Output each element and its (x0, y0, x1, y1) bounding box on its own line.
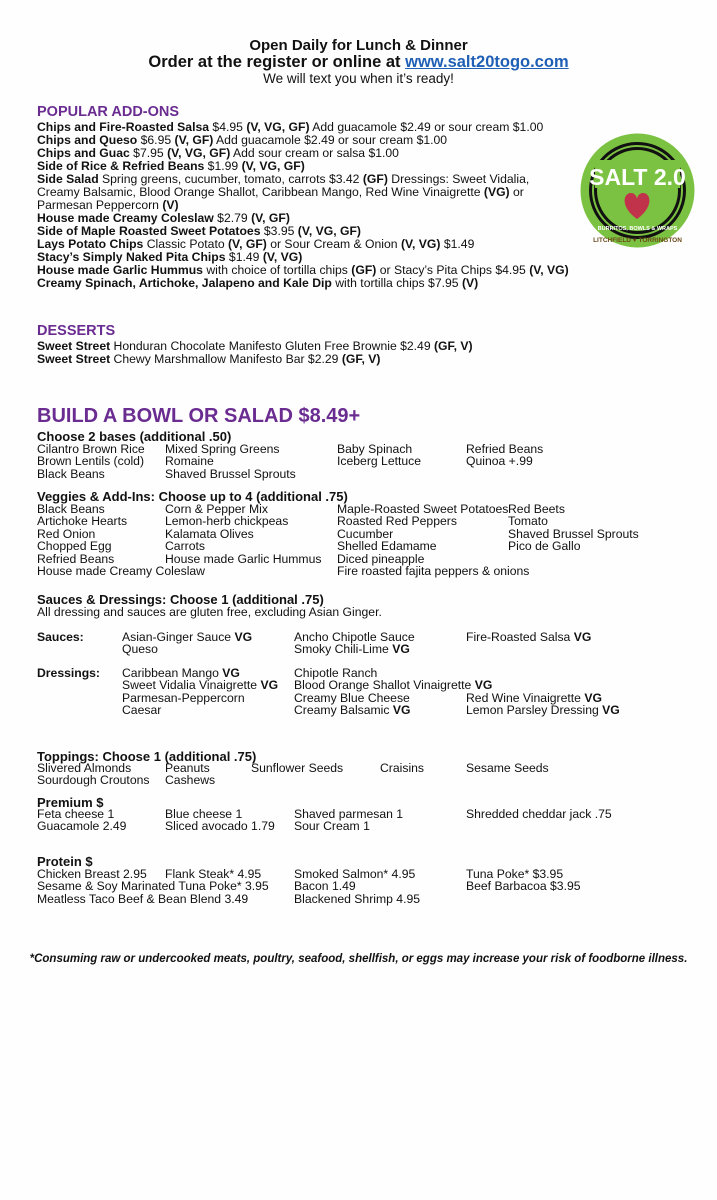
sauce-column (466, 631, 591, 643)
logo-locations: LITCHFIELD ♥ TORRINGTON (593, 237, 682, 244)
item-name: Side of Rice & Refried Beans (37, 159, 205, 173)
diet-tags: (V, VG) (400, 237, 441, 251)
base-column (37, 443, 145, 480)
item-detail: Add sour cream or salsa $1.00 (230, 146, 399, 160)
topping-option: Sourdough Croutons (37, 773, 150, 788)
dessert-item (37, 353, 473, 366)
dressing-option (466, 667, 620, 679)
veggie-column (337, 503, 529, 577)
item-detail: $1.49 (225, 250, 263, 264)
protein-option: Bacon 1.49 (294, 879, 356, 894)
protein-column (294, 868, 420, 905)
item-detail: with tortilla chips $7.95 (331, 276, 462, 290)
dressing-name: Creamy Balsamic (294, 703, 393, 718)
item-detail: $7.95 (129, 146, 168, 160)
dressing-name: Caesar (122, 703, 162, 718)
dressing-name: Lemon Parsley Dressing (466, 703, 603, 718)
base-option: Cilantro Brown Rice (37, 442, 145, 456)
item-name: Side Salad (37, 172, 99, 186)
vegan-tag: VG (392, 703, 411, 718)
vegan-tag: VG (573, 630, 592, 644)
item-detail: Honduran Chocolate Manifesto Gluten Free Brownie $2.49 (110, 339, 434, 353)
base-option: Refried Beans (466, 442, 544, 456)
protein-option: Blackened Shrimp 4.95 (294, 891, 421, 906)
build-title: BUILD A BOWL OR SALAD $8.49+ (37, 405, 361, 427)
protein-option: Beef Barbacoa $3.95 (466, 879, 581, 894)
sauces-label: Sauces: (37, 630, 84, 644)
logo-tagline: BURRITOS, BOWLS & WRAPS (597, 226, 678, 232)
sauce-name: Smoky Chili-Lime (294, 642, 393, 657)
vegan-tag: VG (222, 666, 240, 680)
protein-option: Chicken Breast 2.95 (37, 867, 147, 881)
vegan-tag: VG (392, 642, 410, 657)
veggie-option: Maple-Roasted Sweet Potatoes (337, 502, 509, 516)
protein-heading: Protein $ (37, 854, 93, 869)
item-detail: $6.95 (137, 133, 175, 147)
diet-tags: (V, VG, GF) (246, 120, 310, 134)
dressings-label: Dressings: (37, 666, 100, 680)
base-option: Quinoa +.99 (466, 454, 533, 469)
dressing-column (122, 667, 278, 717)
protein-option: Meatless Taco Beef & Bean Blend 3.49 (37, 891, 249, 906)
base-column (337, 443, 421, 468)
item-name: Sweet Street (37, 352, 111, 366)
addon-item (37, 173, 567, 212)
logo-title: SALT 2.0 (589, 164, 686, 190)
topping-column (251, 762, 343, 774)
protein-option: Sesame & Soy Marinated Tuna Poke* 3.95 (37, 879, 269, 894)
premium-option: Sour Cream 1 (294, 819, 370, 834)
topping-option: Sesame Seeds (466, 761, 549, 775)
veggie-option: Shelled Edamame (337, 539, 437, 554)
item-name: House made Creamy Coleslaw (37, 211, 214, 225)
diet-tags: (V, GF) (174, 133, 214, 147)
premium-option: Guacamole 2.49 (37, 819, 127, 834)
veggie-column (508, 503, 639, 553)
item-name: Chips and Fire-Roasted Salsa (37, 120, 210, 134)
topping-column (466, 762, 549, 774)
desserts-title: DESSERTS (37, 323, 116, 339)
veggie-option: Fire roasted fajita peppers & onions (337, 564, 530, 579)
sauces-note: All dressing and sauces are gluten free, excluding Asian Ginger. (37, 605, 382, 619)
sauce-option (294, 643, 415, 655)
item-detail: Add guacamole $2.49 or sour cream $1.00 (213, 133, 448, 147)
diet-tags: (VG) (483, 185, 510, 199)
vegan-tag: VG (602, 703, 620, 718)
veggie-column (165, 503, 321, 565)
dressing-name: Blood Orange Shallot Vinaigrette (294, 678, 475, 693)
item-name: Lays Potato Chips (37, 237, 144, 251)
item-detail: Dressings: Sweet Vidalia, Creamy Balsamic, Blood Orange Shallot, Caribbean Mango, Red Wine Vinaigrette (37, 172, 530, 199)
veggie-option: Red Onion (37, 526, 96, 541)
veggie-option: Carrots (165, 539, 205, 554)
topping-option: Sunflower Seeds (251, 761, 344, 775)
premium-column (165, 808, 275, 833)
veggie-option: Corn & Pepper Mix (165, 502, 268, 516)
base-column (165, 443, 296, 480)
website-link[interactable]: www.salt20togo.com (405, 53, 569, 71)
dressing-name: Parmesan-Peppercorn (122, 690, 245, 705)
base-option: Baby Spinach (337, 442, 413, 456)
veggie-option: Tomato (508, 514, 548, 529)
desserts-list (37, 340, 473, 366)
item-detail: or Parmesan Peppercorn (37, 185, 524, 212)
base-option: Mixed Spring Greens (165, 442, 280, 456)
protein-column (466, 868, 581, 893)
veggie-option: Pico de Gallo (508, 539, 581, 554)
addons-title: POPULAR ADD-ONS (37, 104, 180, 120)
diet-tags: (V, GF) (251, 211, 290, 225)
sauce-name: Asian-Ginger Sauce (122, 630, 235, 644)
topping-option: Peanuts (165, 761, 210, 775)
item-detail: $4.95 (209, 120, 247, 134)
premium-option: Sliced avocado 1.79 (165, 819, 275, 834)
base-option: Brown Lentils (cold) (37, 454, 145, 469)
diet-tags: (V, VG, GF) (167, 146, 231, 160)
item-detail: $1.99 (204, 159, 242, 173)
veggie-option: Chopped Egg (37, 539, 112, 554)
vegan-tag: VG (260, 678, 279, 693)
veggie-option: Cucumber (337, 526, 394, 541)
premium-option: Shredded cheddar jack .75 (466, 807, 612, 821)
item-detail: with choice of tortilla chips (202, 263, 352, 277)
premium-heading: Premium $ (37, 795, 104, 810)
diet-tags: (GF, V) (341, 352, 381, 366)
order-line-text: Order at the register or online at (148, 53, 406, 71)
item-detail: Spring greens, cucumber, tomato, carrots $3.42 (98, 172, 363, 186)
veggie-option: Shaved Brussel Sprouts (508, 526, 639, 541)
topping-column (37, 762, 149, 787)
item-name: Chips and Guac (37, 146, 130, 160)
diet-tags: (GF, V) (434, 339, 473, 353)
item-name: House made Garlic Hummus (37, 263, 203, 277)
item-name: Creamy Spinach, Artichoke, Jalapeno and Kale Dip (37, 276, 332, 290)
vegan-tag: VG (234, 630, 253, 644)
base-column (466, 443, 543, 468)
item-name: Side of Maple Roasted Sweet Potatoes (37, 224, 261, 238)
toppings-heading: Toppings: Choose 1 (additional .75) (37, 749, 257, 764)
item-detail: Classic Potato (143, 237, 228, 251)
diet-tags: (V, GF) (228, 237, 267, 251)
dressing-column (466, 667, 620, 717)
diet-tags: (V, VG, GF) (241, 159, 305, 173)
sauce-name: Fire-Roasted Salsa (466, 630, 574, 644)
diet-tags: (V, VG) (262, 250, 303, 264)
sauce-option (466, 631, 591, 643)
topping-option: Cashews (165, 773, 216, 788)
veggie-option: House made Creamy Coleslaw (37, 564, 205, 579)
veggie-option: Lemon-herb chickpeas (165, 514, 289, 529)
premium-option: Blue cheese 1 (165, 807, 243, 821)
sauce-name: Ancho Chipotle Sauce (294, 630, 415, 644)
diet-tags: (GF) (362, 172, 388, 186)
dressing-option (466, 704, 620, 716)
sauces-dressings-heading: Sauces & Dressings: Choose 1 (additional .75) (37, 592, 324, 607)
diet-tags: (V, VG, GF) (297, 224, 361, 238)
foodborne-illness-disclaimer: *Consuming raw or undercooked meats, poultry, seafood, shellfish, or eggs may increase your risk of foodborne illness. (29, 953, 688, 965)
sauce-option (122, 643, 252, 655)
addons-list (37, 121, 569, 290)
premium-column (466, 808, 612, 820)
veggies-heading: Veggies & Add-Ins: Choose up to 4 (additional .75) (37, 489, 348, 504)
topping-column (380, 762, 424, 774)
veggie-option: Black Beans (37, 502, 105, 516)
diet-tags: (V) (162, 198, 179, 212)
base-option: Shaved Brussel Sprouts (165, 466, 296, 481)
item-detail: Add guacamole $2.49 or sour cream $1.00 (309, 120, 544, 134)
vegan-tag: VG (474, 678, 493, 693)
sauce-column (122, 631, 252, 656)
sauce-name: Queso (122, 642, 158, 657)
item-detail: or Sour Cream & Onion (266, 237, 401, 251)
base-option: Iceberg Lettuce (337, 454, 422, 469)
base-option: Romaine (165, 454, 214, 469)
topping-column (165, 762, 215, 787)
dressing-name: Creamy Blue Cheese (294, 690, 410, 705)
item-detail: or Stacy’s Pita Chips $4.95 (376, 263, 530, 277)
salt-logo (580, 133, 695, 248)
item-name: Sweet Street (37, 339, 111, 353)
order-line (0, 53, 717, 72)
premium-option: Shaved parmesan 1 (294, 807, 404, 821)
dressing-option (122, 704, 278, 716)
veggie-option: Red Beets (508, 502, 565, 516)
veggie-option: Artichoke Hearts (37, 514, 128, 529)
text-notice: We will text you when it’s ready! (263, 71, 454, 86)
dressing-option (294, 704, 492, 716)
dressing-name: Red Wine Vinaigrette (466, 690, 585, 705)
sauce-column (294, 631, 415, 656)
item-detail: Chewy Marshmallow Manifesto Bar $2.29 (110, 352, 342, 366)
topping-option: Slivered Almonds (37, 761, 132, 775)
item-detail: $1.49 (440, 237, 475, 251)
premium-option: Feta cheese 1 (37, 807, 115, 821)
item-name: Chips and Queso (37, 133, 138, 147)
base-option: Black Beans (37, 466, 105, 481)
protein-option: Tuna Poke* $3.95 (466, 867, 564, 881)
vegan-tag: VG (584, 690, 602, 705)
veggie-option: House made Garlic Hummus (165, 551, 322, 566)
veggie-option: Diced pineapple (337, 551, 425, 566)
diet-tags: (GF) (351, 263, 377, 277)
veggie-option: Kalamata Olives (165, 526, 254, 541)
dressing-name: Caribbean Mango (122, 666, 223, 680)
veggie-option: Roasted Red Peppers (337, 514, 457, 529)
item-detail: $2.79 (213, 211, 252, 225)
dressing-name: Chipotle Ranch (294, 666, 378, 680)
item-detail: $3.95 (260, 224, 298, 238)
topping-option: Craisins (380, 761, 425, 775)
protein-option: Flank Steak* 4.95 (165, 867, 262, 881)
premium-column (294, 808, 403, 833)
diet-tags: (V, VG) (529, 263, 569, 277)
item-name: Stacy’s Simply Naked Pita Chips (37, 250, 226, 264)
veggie-option: Refried Beans (37, 551, 115, 566)
dressing-column (294, 667, 492, 717)
premium-column (37, 808, 126, 833)
hours-heading: Open Daily for Lunch & Dinner (249, 37, 468, 54)
diet-tags: (V) (461, 276, 479, 290)
protein-option: Smoked Salmon* 4.95 (294, 867, 416, 881)
addon-item (37, 277, 569, 290)
bases-heading: Choose 2 bases (additional .50) (37, 429, 232, 444)
dressing-name: Sweet Vidalia Vinaigrette (122, 678, 261, 693)
